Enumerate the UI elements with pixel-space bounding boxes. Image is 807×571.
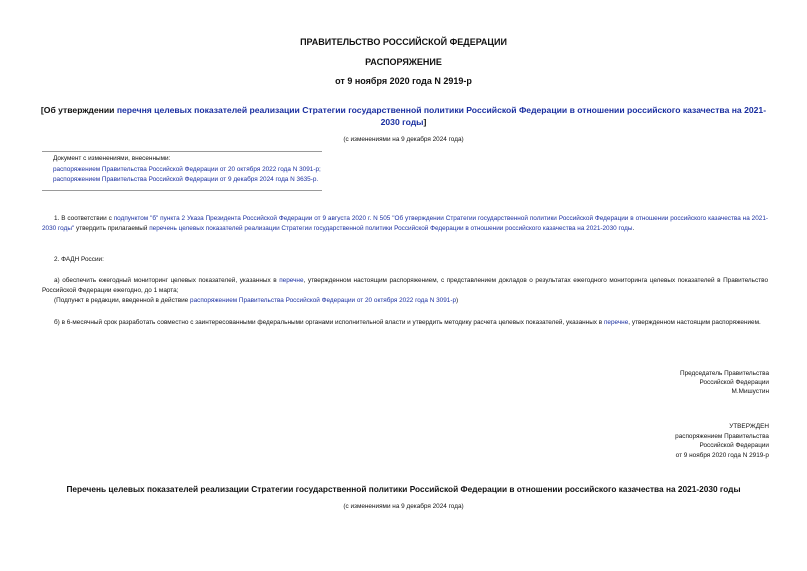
note-text-2: ) [456,297,459,304]
doc-title [40,104,767,128]
amendment-link-1[interactable]: распоряжением Правительства Российской Федерации от 20 октября 2022 года N 3091-р; [53,165,321,173]
paragraph-2a [42,276,768,297]
org-name: ПРАВИТЕЛЬСТВО РОССИЙСКОЙ ФЕДЕРАЦИИ [300,37,507,47]
paragraph-2b [42,318,768,328]
title-suffix: ] [423,117,427,127]
note-text-1: (Подпункт в редакции, введенной в действие [54,297,191,304]
signature-name: М.Мишустин [731,388,769,395]
approval-block [675,422,769,460]
list-link[interactable]: перечень целевых показателей реализации Стратегии государственной политики Российской Федерации в отношении российского казачества на 2021-2030 годы [149,225,633,233]
p1-text-2: утвердить прилагаемый [74,225,150,233]
doc-type: РАСПОРЯЖЕНИЕ [365,57,442,67]
title-link[interactable]: перечня целевых показателей реализации Стратегии государственной политики Российской Федерации в отношении российского казачества на 2021-2030 годы [116,105,767,127]
p1-text-1: 1. В соответствии с [54,215,114,222]
paragraph-2a-note [42,296,768,306]
p2a-text-1: а) обеспечить ежегодный мониторинг целевых показателей, указанных в [54,277,280,284]
title-prefix: [Об утверждении [40,105,117,115]
p2b-text-2: , утвержденном настоящим распоряжением. [628,319,761,326]
perechne-link-2[interactable]: перечне [603,319,629,326]
amendments-box [53,154,321,186]
list-revision-note: (с изменениями на 9 декабря 2024 года) [343,503,464,510]
perechne-link-1[interactable]: перечне [279,277,304,284]
doc-date-number: от 9 ноября 2020 года N 2919-р [335,76,472,86]
divider-top [42,151,322,152]
approval-line-3: Российской Федерации [699,442,769,449]
signature-block [680,369,769,396]
revision-note: (с изменениями на 9 декабря 2024 года) [343,136,464,143]
amendment-2022-link[interactable]: распоряжением Правительства Российской Федерации от 20 октября 2022 года N 3091-р [190,297,457,304]
signature-country: Российской Федерации [699,379,769,386]
decree-link[interactable]: подпунктом "б" пункта 2 Указа Президента Российской Федерации от 9 августа 2020 г. N 505 "Об утверждении Стратегии государственной политики Российской Федерации в отношении российского казачества на 2021-2030 годы" [42,215,768,233]
approval-title: УТВЕРЖДЕН [729,423,769,430]
approval-line-4: от 9 ноября 2020 года N 2919-р [675,451,769,459]
signature-position: Председатель Правительства [680,370,769,377]
p2b-text-1: б) в 6-месячный срок разработать совместно с заинтересованными федеральными органами исполнительной власти и утвердить методику расчета целевых показателей, указанных в [54,319,604,326]
paragraph-2: 2. ФАДН России: [54,256,104,263]
p1-text-3: . [632,225,635,233]
amendment-link-2[interactable]: распоряжением Правительства Российской Федерации от 9 декабря 2024 года N 3635-р. [53,176,319,183]
amendments-intro: Документ с изменениями, внесенными: [53,155,171,162]
paragraph-1 [42,214,768,235]
list-title: Перечень целевых показателей реализации Стратегии государственной политики Российской Федерации в отношении российского казачества на 2021-2030 годы [66,484,741,494]
divider-bottom [42,190,322,191]
approval-line-2: распоряжением Правительства [675,432,769,440]
p2a-text-2: , утвержденном настоящим распоряжением, с представлением докладов о результатах ежегодного мониторинга целевых показателей в Правительство Российской Федерации ежегодно, до 1 марта; [42,277,768,295]
